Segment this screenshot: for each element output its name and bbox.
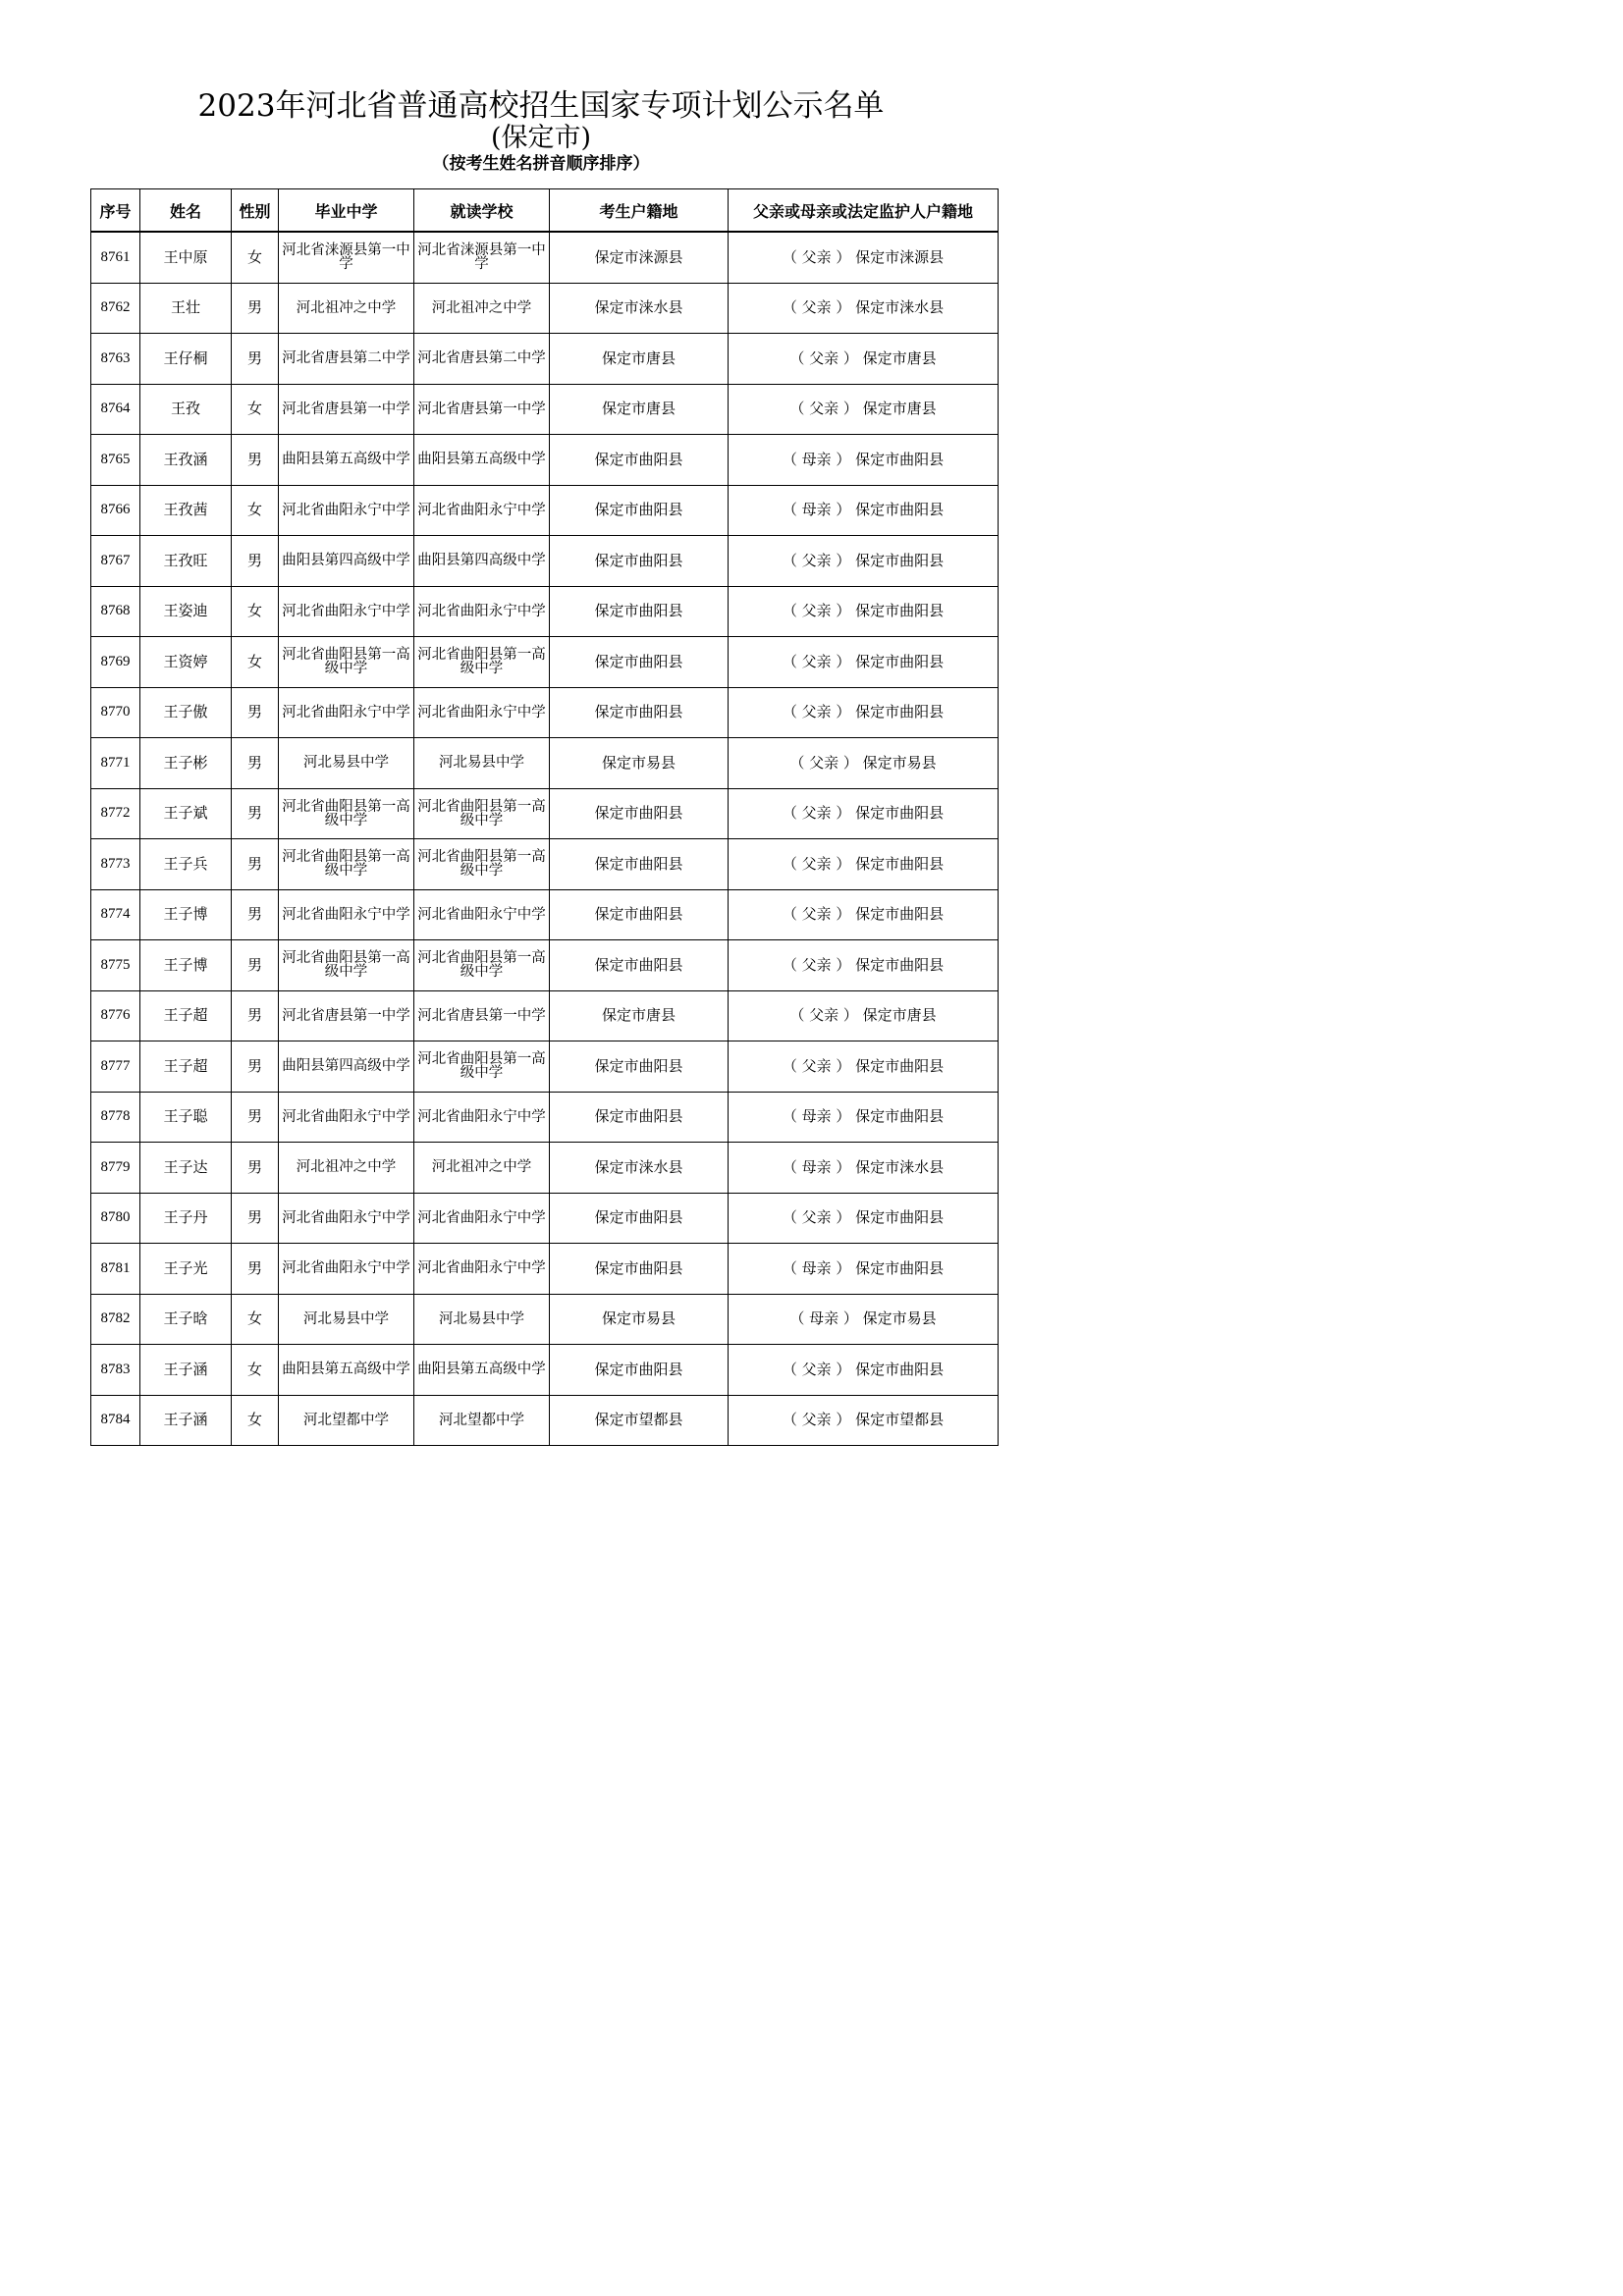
cell-index: 8778 <box>91 1092 140 1143</box>
cell-current-school: 河北省曲阳永宁中学 <box>414 1244 550 1295</box>
table-row <box>91 940 999 991</box>
cell-current-school: 河北省曲阳永宁中学 <box>414 687 550 738</box>
cell-index: 8781 <box>91 1244 140 1295</box>
cell-graduated-school: 河北易县中学 <box>279 738 414 789</box>
cell-index: 8765 <box>91 435 140 486</box>
cell-graduated-school: 曲阳县第五高级中学 <box>279 1345 414 1396</box>
table-body <box>91 232 999 1446</box>
cell-name: 王资婷 <box>140 637 232 688</box>
cell-name: 王子超 <box>140 1041 232 1093</box>
cell-student-household: 保定市望都县 <box>550 1395 729 1446</box>
cell-name: 王中原 <box>140 232 232 283</box>
header-current-school: 就读学校 <box>414 189 550 233</box>
cell-guardian-household: （ 父亲 ） 保定市曲阳县 <box>729 889 999 940</box>
header-guardian-household: 父亲或母亲或法定监护人户籍地 <box>729 189 999 233</box>
document-title: 2023年河北省普通高校招生国家专项计划公示名单 <box>197 88 885 124</box>
cell-graduated-school: 河北祖冲之中学 <box>279 1143 414 1194</box>
cell-gender: 女 <box>232 1294 279 1345</box>
document-subtitle: (保定市) <box>490 123 592 153</box>
cell-index: 8777 <box>91 1041 140 1093</box>
cell-graduated-school: 曲阳县第四高级中学 <box>279 536 414 587</box>
cell-guardian-household: （ 母亲 ） 保定市曲阳县 <box>729 1244 999 1295</box>
cell-student-household: 保定市曲阳县 <box>550 687 729 738</box>
cell-current-school: 河北省曲阳县第一高级中学 <box>414 839 550 890</box>
table-row <box>91 889 999 940</box>
cell-name: 王子涵 <box>140 1395 232 1446</box>
cell-current-school: 河北省曲阳永宁中学 <box>414 1092 550 1143</box>
sort-note: （按考生姓名拼音顺序排序） <box>432 154 650 174</box>
cell-graduated-school: 河北望都中学 <box>279 1395 414 1446</box>
cell-index: 8775 <box>91 940 140 991</box>
table-row <box>91 232 999 283</box>
cell-gender: 男 <box>232 1143 279 1194</box>
cell-current-school: 河北省曲阳永宁中学 <box>414 485 550 536</box>
cell-guardian-household: （ 父亲 ） 保定市曲阳县 <box>729 788 999 839</box>
cell-index: 8776 <box>91 990 140 1041</box>
cell-name: 王子超 <box>140 990 232 1041</box>
cell-gender: 男 <box>232 687 279 738</box>
cell-gender: 女 <box>232 485 279 536</box>
cell-index: 8770 <box>91 687 140 738</box>
cell-current-school: 河北望都中学 <box>414 1395 550 1446</box>
cell-index: 8769 <box>91 637 140 688</box>
cell-current-school: 河北祖冲之中学 <box>414 1143 550 1194</box>
cell-index: 8767 <box>91 536 140 587</box>
cell-current-school: 曲阳县第五高级中学 <box>414 435 550 486</box>
cell-guardian-household: （ 父亲 ） 保定市曲阳县 <box>729 839 999 890</box>
cell-guardian-household: （ 父亲 ） 保定市唐县 <box>729 384 999 435</box>
cell-guardian-household: （ 父亲 ） 保定市曲阳县 <box>729 1041 999 1093</box>
cell-student-household: 保定市曲阳县 <box>550 788 729 839</box>
cell-current-school: 曲阳县第五高级中学 <box>414 1345 550 1396</box>
cell-name: 王子聪 <box>140 1092 232 1143</box>
cell-gender: 男 <box>232 889 279 940</box>
cell-student-household: 保定市曲阳县 <box>550 1345 729 1396</box>
cell-graduated-school: 曲阳县第四高级中学 <box>279 1041 414 1093</box>
cell-graduated-school: 河北省曲阳永宁中学 <box>279 485 414 536</box>
cell-graduated-school: 河北省曲阳县第一高级中学 <box>279 788 414 839</box>
cell-gender: 女 <box>232 232 279 283</box>
table-row <box>91 990 999 1041</box>
table-row <box>91 1395 999 1446</box>
cell-name: 王仔桐 <box>140 334 232 385</box>
cell-graduated-school: 河北省唐县第一中学 <box>279 384 414 435</box>
cell-student-household: 保定市曲阳县 <box>550 536 729 587</box>
cell-guardian-household: （ 父亲 ） 保定市涞水县 <box>729 283 999 334</box>
cell-gender: 女 <box>232 384 279 435</box>
table-row <box>91 485 999 536</box>
cell-name: 王子晗 <box>140 1294 232 1345</box>
cell-index: 8761 <box>91 232 140 283</box>
table-row <box>91 1244 999 1295</box>
cell-graduated-school: 曲阳县第五高级中学 <box>279 435 414 486</box>
cell-index: 8773 <box>91 839 140 890</box>
cell-student-household: 保定市曲阳县 <box>550 637 729 688</box>
cell-index: 8762 <box>91 283 140 334</box>
cell-graduated-school: 河北省曲阳永宁中学 <box>279 1092 414 1143</box>
cell-name: 王孜 <box>140 384 232 435</box>
cell-gender: 男 <box>232 435 279 486</box>
cell-gender: 男 <box>232 839 279 890</box>
cell-name: 王子涵 <box>140 1345 232 1396</box>
cell-current-school: 河北省曲阳永宁中学 <box>414 889 550 940</box>
cell-guardian-household: （ 母亲 ） 保定市曲阳县 <box>729 435 999 486</box>
table-row <box>91 384 999 435</box>
table-row <box>91 637 999 688</box>
cell-current-school: 河北省唐县第一中学 <box>414 990 550 1041</box>
cell-index: 8771 <box>91 738 140 789</box>
cell-index: 8763 <box>91 334 140 385</box>
table-row <box>91 1041 999 1093</box>
cell-guardian-household: （ 父亲 ） 保定市唐县 <box>729 334 999 385</box>
cell-current-school: 河北省涞源县第一中学 <box>414 232 550 283</box>
cell-name: 王子彬 <box>140 738 232 789</box>
cell-name: 王子丹 <box>140 1193 232 1244</box>
roster-table <box>90 188 999 1446</box>
cell-current-school: 河北祖冲之中学 <box>414 283 550 334</box>
cell-graduated-school: 河北省唐县第二中学 <box>279 334 414 385</box>
cell-name: 王子兵 <box>140 839 232 890</box>
header-index: 序号 <box>91 189 140 233</box>
cell-guardian-household: （ 父亲 ） 保定市曲阳县 <box>729 1193 999 1244</box>
cell-student-household: 保定市曲阳县 <box>550 435 729 486</box>
cell-graduated-school: 河北祖冲之中学 <box>279 283 414 334</box>
cell-name: 王壮 <box>140 283 232 334</box>
cell-student-household: 保定市涞水县 <box>550 1143 729 1194</box>
cell-gender: 女 <box>232 586 279 637</box>
cell-gender: 男 <box>232 940 279 991</box>
cell-guardian-household: （ 母亲 ） 保定市易县 <box>729 1294 999 1345</box>
cell-index: 8768 <box>91 586 140 637</box>
cell-student-household: 保定市曲阳县 <box>550 839 729 890</box>
cell-index: 8772 <box>91 788 140 839</box>
table-row <box>91 687 999 738</box>
cell-student-household: 保定市曲阳县 <box>550 586 729 637</box>
cell-graduated-school: 河北易县中学 <box>279 1294 414 1345</box>
cell-graduated-school: 河北省唐县第一中学 <box>279 990 414 1041</box>
cell-guardian-household: （ 父亲 ） 保定市曲阳县 <box>729 687 999 738</box>
table-row <box>91 839 999 890</box>
cell-name: 王子傲 <box>140 687 232 738</box>
cell-graduated-school: 河北省曲阳永宁中学 <box>279 1244 414 1295</box>
cell-name: 王子斌 <box>140 788 232 839</box>
table-header-row <box>91 189 999 233</box>
cell-guardian-household: （ 父亲 ） 保定市曲阳县 <box>729 637 999 688</box>
cell-current-school: 河北省曲阳县第一高级中学 <box>414 788 550 839</box>
cell-guardian-household: （ 母亲 ） 保定市涞水县 <box>729 1143 999 1194</box>
cell-current-school: 河北省唐县第一中学 <box>414 384 550 435</box>
cell-gender: 女 <box>232 1395 279 1446</box>
cell-gender: 男 <box>232 1092 279 1143</box>
cell-student-household: 保定市曲阳县 <box>550 889 729 940</box>
cell-guardian-household: （ 母亲 ） 保定市曲阳县 <box>729 1092 999 1143</box>
cell-student-household: 保定市易县 <box>550 1294 729 1345</box>
cell-current-school: 河北省唐县第二中学 <box>414 334 550 385</box>
cell-index: 8774 <box>91 889 140 940</box>
cell-current-school: 河北省曲阳县第一高级中学 <box>414 1041 550 1093</box>
cell-graduated-school: 河北省曲阳永宁中学 <box>279 1193 414 1244</box>
cell-student-household: 保定市唐县 <box>550 334 729 385</box>
cell-gender: 男 <box>232 738 279 789</box>
cell-name: 王孜旺 <box>140 536 232 587</box>
cell-graduated-school: 河北省曲阳永宁中学 <box>279 889 414 940</box>
cell-current-school: 河北易县中学 <box>414 1294 550 1345</box>
cell-index: 8783 <box>91 1345 140 1396</box>
cell-index: 8764 <box>91 384 140 435</box>
table-row <box>91 738 999 789</box>
cell-graduated-school: 河北省曲阳县第一高级中学 <box>279 637 414 688</box>
table-row <box>91 1294 999 1345</box>
cell-guardian-household: （ 父亲 ） 保定市易县 <box>729 738 999 789</box>
cell-guardian-household: （ 父亲 ） 保定市曲阳县 <box>729 586 999 637</box>
table-row <box>91 788 999 839</box>
cell-index: 8780 <box>91 1193 140 1244</box>
cell-guardian-household: （ 父亲 ） 保定市曲阳县 <box>729 1345 999 1396</box>
cell-index: 8784 <box>91 1395 140 1446</box>
cell-graduated-school: 河北省曲阳永宁中学 <box>279 687 414 738</box>
table-row <box>91 586 999 637</box>
header-gender: 性别 <box>232 189 279 233</box>
cell-current-school: 河北省曲阳县第一高级中学 <box>414 940 550 991</box>
cell-student-household: 保定市曲阳县 <box>550 1244 729 1295</box>
cell-name: 王子博 <box>140 889 232 940</box>
cell-current-school: 河北省曲阳永宁中学 <box>414 1193 550 1244</box>
header-student-household: 考生户籍地 <box>550 189 729 233</box>
table-row <box>91 1193 999 1244</box>
cell-graduated-school: 河北省曲阳县第一高级中学 <box>279 940 414 991</box>
table-row <box>91 536 999 587</box>
cell-gender: 男 <box>232 536 279 587</box>
cell-guardian-household: （ 父亲 ） 保定市曲阳县 <box>729 536 999 587</box>
cell-guardian-household: （ 父亲 ） 保定市望都县 <box>729 1395 999 1446</box>
table-row <box>91 1092 999 1143</box>
cell-student-household: 保定市易县 <box>550 738 729 789</box>
cell-name: 王子光 <box>140 1244 232 1295</box>
cell-name: 王姿迪 <box>140 586 232 637</box>
table-row <box>91 1345 999 1396</box>
cell-student-household: 保定市曲阳县 <box>550 1041 729 1093</box>
cell-current-school: 河北省曲阳永宁中学 <box>414 586 550 637</box>
cell-guardian-household: （ 父亲 ） 保定市曲阳县 <box>729 940 999 991</box>
cell-name: 王孜涵 <box>140 435 232 486</box>
table-row <box>91 283 999 334</box>
cell-student-household: 保定市涞水县 <box>550 283 729 334</box>
table-row <box>91 1143 999 1194</box>
cell-graduated-school: 河北省曲阳永宁中学 <box>279 586 414 637</box>
cell-gender: 男 <box>232 1041 279 1093</box>
cell-student-household: 保定市曲阳县 <box>550 1092 729 1143</box>
cell-student-household: 保定市曲阳县 <box>550 1193 729 1244</box>
cell-gender: 女 <box>232 637 279 688</box>
cell-student-household: 保定市曲阳县 <box>550 940 729 991</box>
cell-student-household: 保定市唐县 <box>550 384 729 435</box>
cell-index: 8779 <box>91 1143 140 1194</box>
cell-name: 王子达 <box>140 1143 232 1194</box>
cell-name: 王孜茜 <box>140 485 232 536</box>
header-graduated-school: 毕业中学 <box>279 189 414 233</box>
cell-gender: 男 <box>232 334 279 385</box>
cell-gender: 男 <box>232 990 279 1041</box>
cell-gender: 女 <box>232 1345 279 1396</box>
cell-gender: 男 <box>232 1244 279 1295</box>
cell-guardian-household: （ 母亲 ） 保定市曲阳县 <box>729 485 999 536</box>
cell-gender: 男 <box>232 283 279 334</box>
cell-name: 王子博 <box>140 940 232 991</box>
table-row <box>91 435 999 486</box>
cell-current-school: 河北易县中学 <box>414 738 550 789</box>
cell-student-household: 保定市涞源县 <box>550 232 729 283</box>
cell-student-household: 保定市唐县 <box>550 990 729 1041</box>
cell-index: 8782 <box>91 1294 140 1345</box>
cell-current-school: 河北省曲阳县第一高级中学 <box>414 637 550 688</box>
cell-graduated-school: 河北省涞源县第一中学 <box>279 232 414 283</box>
header-name: 姓名 <box>140 189 232 233</box>
cell-index: 8766 <box>91 485 140 536</box>
cell-guardian-household: （ 父亲 ） 保定市唐县 <box>729 990 999 1041</box>
cell-gender: 男 <box>232 788 279 839</box>
cell-gender: 男 <box>232 1193 279 1244</box>
cell-graduated-school: 河北省曲阳县第一高级中学 <box>279 839 414 890</box>
table-row <box>91 334 999 385</box>
cell-guardian-household: （ 父亲 ） 保定市涞源县 <box>729 232 999 283</box>
cell-current-school: 曲阳县第四高级中学 <box>414 536 550 587</box>
cell-student-household: 保定市曲阳县 <box>550 485 729 536</box>
